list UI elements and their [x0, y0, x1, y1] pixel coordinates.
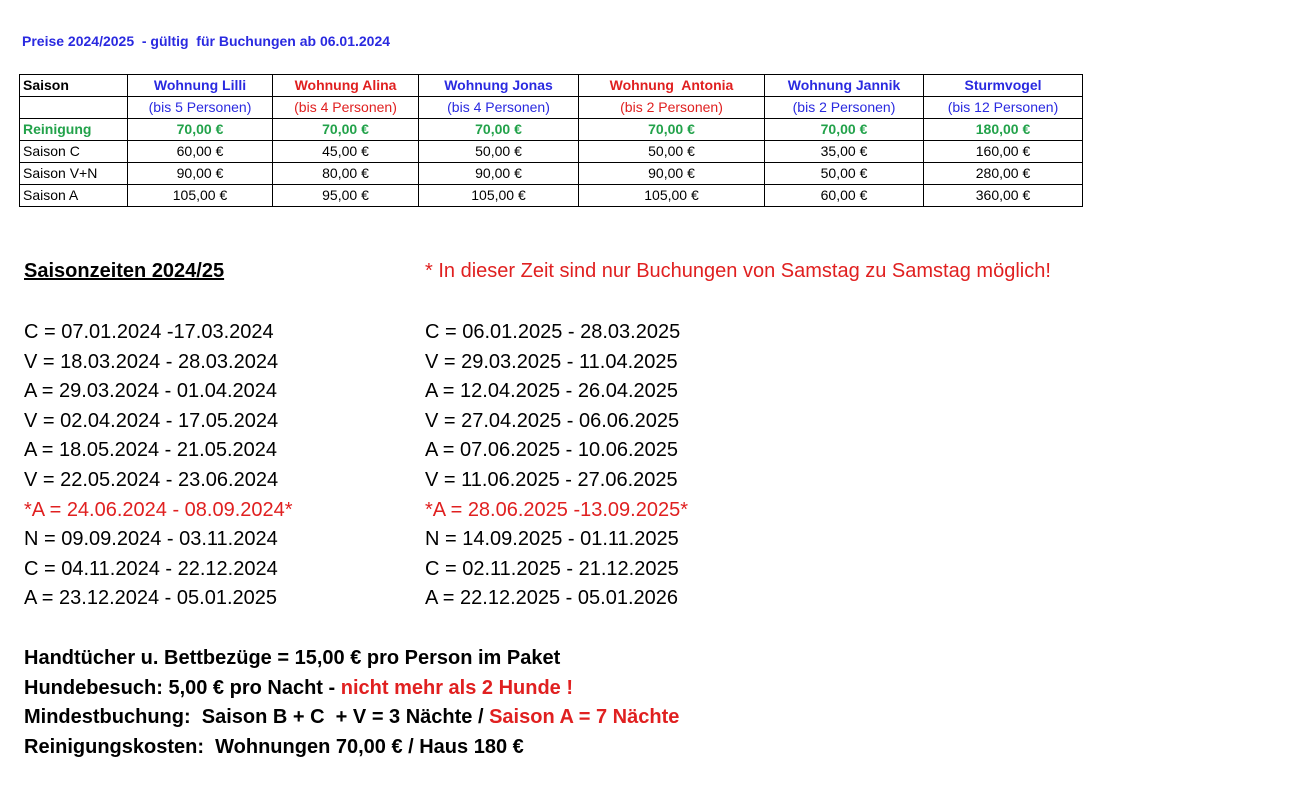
- season-date-line: V = 29.03.2025 - 11.04.2025: [425, 350, 678, 373]
- apartment-name: Wohnung Lilli: [128, 75, 273, 97]
- row-label: Saison V+N: [20, 163, 128, 185]
- price-cell: 70,00 €: [419, 119, 579, 141]
- price-cell: 70,00 €: [765, 119, 924, 141]
- season-date-line: A = 18.05.2024 - 21.05.2024: [24, 439, 277, 462]
- season-date-line: N = 14.09.2025 - 01.11.2025: [425, 528, 679, 551]
- price-cell: 360,00 €: [924, 185, 1083, 207]
- dogs-note-text: Hundebesuch: 5,00 € pro Nacht -: [24, 676, 341, 699]
- table-row: [20, 163, 1083, 185]
- apartment-capacity: (bis 2 Personen): [765, 97, 924, 119]
- price-cell: 70,00 €: [128, 119, 273, 141]
- apartment-capacity: (bis 4 Personen): [419, 97, 579, 119]
- price-cell: 70,00 €: [273, 119, 419, 141]
- table-header-row: [20, 75, 1083, 97]
- season-date-line: C = 07.01.2024 -17.03.2024: [24, 321, 274, 343]
- price-cell: 105,00 €: [419, 185, 579, 207]
- capacity-row: [20, 97, 1083, 119]
- price-cell: 90,00 €: [128, 163, 273, 185]
- season-date-line: A = 22.12.2025 - 05.01.2026: [425, 587, 678, 610]
- season-dates-2025: [425, 318, 688, 614]
- season-date-line: A = 12.04.2025 - 26.04.2025: [425, 380, 678, 403]
- row-label: Reinigung: [20, 119, 128, 141]
- row-label: Saison C: [20, 141, 128, 163]
- apartment-name: Wohnung Antonia: [579, 75, 765, 97]
- season-date-line: A = 29.03.2024 - 01.04.2024: [24, 380, 277, 403]
- season-date-line: V = 11.06.2025 - 27.06.2025: [425, 468, 678, 491]
- page-title: Preise 2024/2025 - gültig für Buchungen ab 06.01.2024: [22, 33, 391, 49]
- price-cell: 60,00 €: [128, 141, 273, 163]
- table-row: [20, 141, 1083, 163]
- price-cell: 95,00 €: [273, 185, 419, 207]
- season-date-line: A = 23.12.2024 - 05.01.2025: [24, 587, 277, 610]
- row-label: Saison A: [20, 185, 128, 207]
- season-date-line: A = 07.06.2025 - 10.06.2025: [425, 439, 678, 462]
- apartment-name: Sturmvogel: [924, 75, 1083, 97]
- apartment-name: Wohnung Jannik: [765, 75, 924, 97]
- apartment-capacity: (bis 5 Personen): [128, 97, 273, 119]
- footer-notes: [24, 644, 679, 762]
- price-cell: 45,00 €: [273, 141, 419, 163]
- apartment-capacity: (bis 2 Personen): [579, 97, 765, 119]
- price-cell: 105,00 €: [579, 185, 765, 207]
- apartment-name: Wohnung Alina: [273, 75, 419, 97]
- dogs-note: [24, 674, 679, 704]
- price-cell: 105,00 €: [128, 185, 273, 207]
- empty-cell: [20, 97, 128, 119]
- season-date-line: V = 27.04.2025 - 06.06.2025: [425, 409, 680, 432]
- season-date-line: C = 02.11.2025 - 21.12.2025: [425, 557, 679, 580]
- towels-note: Handtücher u. Bettbezüge = 15,00 € pro Person im Paket: [24, 647, 561, 669]
- apartment-name: Wohnung Jonas: [419, 75, 579, 97]
- season-date-line: V = 02.04.2024 - 17.05.2024: [24, 409, 279, 432]
- min-booking-highlight: Saison A = 7 Nächte: [489, 706, 680, 728]
- season-dates-2024: [24, 318, 293, 614]
- season-date-line: V = 18.03.2024 - 28.03.2024: [24, 350, 279, 373]
- season-date-line: V = 22.05.2024 - 23.06.2024: [24, 468, 279, 491]
- table-row: [20, 185, 1083, 207]
- price-cell: 60,00 €: [765, 185, 924, 207]
- price-cell: 50,00 €: [765, 163, 924, 185]
- season-date-line: C = 04.11.2024 - 22.12.2024: [24, 557, 278, 580]
- price-cell: 160,00 €: [924, 141, 1083, 163]
- price-cell: 90,00 €: [579, 163, 765, 185]
- dogs-warning: nicht mehr als 2 Hunde !: [340, 676, 573, 699]
- price-cell: 180,00 €: [924, 119, 1083, 141]
- min-booking-note: [24, 703, 679, 733]
- price-cell: 80,00 €: [273, 163, 419, 185]
- saturday-booking-notice: * In dieser Zeit sind nur Buchungen von Samstag zu Samstag möglich!: [425, 260, 1051, 282]
- cleaning-note: Reinigungskosten: Wohnungen 70,00 € / Haus 180 €: [24, 735, 524, 758]
- table-row: [20, 119, 1083, 141]
- price-cell: 50,00 €: [419, 141, 579, 163]
- season-column-header: Saison: [20, 75, 128, 97]
- price-cell: 35,00 €: [765, 141, 924, 163]
- season-date-line: *A = 28.06.2025 -13.09.2025*: [425, 498, 689, 521]
- apartment-capacity: (bis 4 Personen): [273, 97, 419, 119]
- season-date-line: *A = 24.06.2024 - 08.09.2024*: [24, 498, 293, 521]
- price-table: [19, 74, 1083, 207]
- min-booking-text: Mindestbuchung: Saison B + C + V = 3 Nächte /: [24, 706, 490, 728]
- price-cell: 50,00 €: [579, 141, 765, 163]
- season-date-line: C = 06.01.2025 - 28.03.2025: [425, 321, 681, 343]
- apartment-capacity: (bis 12 Personen): [924, 97, 1083, 119]
- price-cell: 90,00 €: [419, 163, 579, 185]
- price-cell: 280,00 €: [924, 163, 1083, 185]
- price-cell: 70,00 €: [579, 119, 765, 141]
- season-date-line: N = 09.09.2024 - 03.11.2024: [24, 528, 278, 551]
- season-heading: Saisonzeiten 2024/25: [24, 260, 225, 282]
